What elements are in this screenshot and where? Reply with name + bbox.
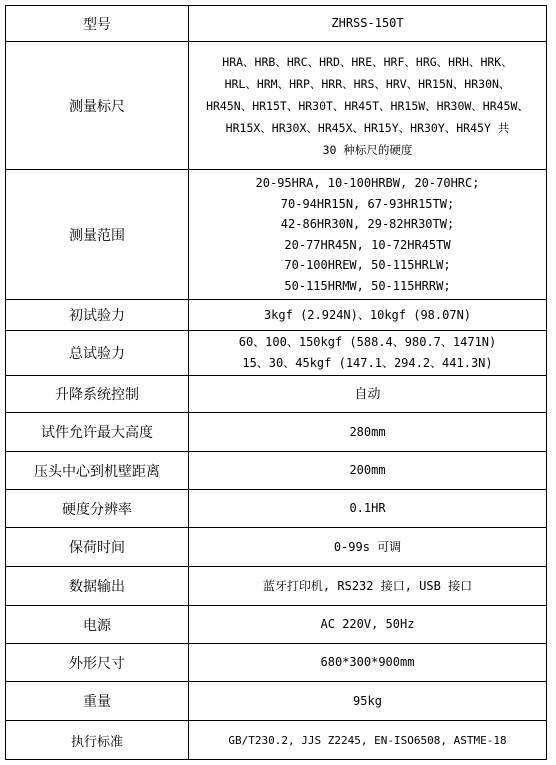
row-label: 执行标准 (6, 721, 189, 760)
row-value (189, 413, 547, 452)
value-line: 20-95HRA, 10-100HRBW, 20-70HRC; (255, 176, 480, 190)
table-row (6, 644, 547, 682)
table-row (6, 567, 547, 606)
table-row (6, 682, 547, 721)
row-label: 型号 (6, 6, 189, 42)
row-value (189, 528, 547, 567)
value-line: AC 220V, 50Hz (320, 617, 415, 631)
value-line: 自动 (354, 386, 381, 402)
row-label: 压头中心到机壁距离 (6, 452, 189, 490)
row-label: 保荷时间 (6, 528, 189, 567)
row-value (189, 606, 547, 644)
row-label: 试件允许最大高度 (6, 413, 189, 452)
row-value (189, 644, 547, 682)
value-line: 0-99s 可调 (333, 539, 402, 554)
value-line: 70-94HR15N, 67-93HR15TW; (280, 196, 455, 211)
value-line: 50-115HRMW, 50-115HRRW; (284, 278, 451, 293)
row-label: 总试验力 (6, 331, 189, 376)
value-line: 42-86HR30N, 29-82HR30TW; (280, 217, 455, 231)
value-line: 20-77HR45N, 10-72HR45TW (284, 237, 451, 252)
row-label: 数据输出 (6, 567, 189, 606)
table-row (6, 300, 547, 331)
table-row (6, 413, 547, 452)
row-label: 测量范围 (6, 170, 189, 300)
value-line: 3kgf (2.924N)、10kgf (98.07N) (263, 307, 472, 322)
value-line: 680*300*900mm (320, 655, 415, 669)
row-value (189, 300, 547, 331)
value-line: 280mm (349, 424, 386, 439)
row-label: 电源 (6, 606, 189, 644)
table-row (6, 376, 547, 413)
row-label: 升降系统控制 (6, 376, 189, 413)
table-row (6, 6, 547, 42)
value-line: HRA、HRB、HRC、HRD、HRE、HRF、HRG、HRH、HRK、 (222, 54, 513, 69)
table-row (6, 452, 547, 490)
row-label: 重量 (6, 682, 189, 721)
value-line: HRL、HRM、HRP、HRR、HRS、HRV、HR15N、HR30N、 (224, 76, 511, 91)
value-line: 0.1HR (349, 501, 386, 515)
value-line: 30 种标尺的硬度 (322, 142, 413, 157)
value-line: GB/T230.2, JJS Z2245, EN-ISO6508, ASTME-18 (228, 733, 507, 747)
row-value (189, 682, 547, 721)
table-row (6, 42, 547, 170)
row-label: 外形尺寸 (6, 644, 189, 682)
value-line: ZHRSS-150T (331, 16, 404, 30)
row-value (189, 6, 547, 42)
table-row (6, 170, 547, 300)
value-line: 60、100、150kgf (588.4、980.7、1471N) (238, 335, 497, 349)
table-row (6, 721, 547, 760)
spec-table (5, 5, 547, 760)
table-row (6, 490, 547, 528)
value-line: 蓝牙打印机, RS232 接口, USB 接口 (262, 578, 473, 593)
table-row (6, 528, 547, 567)
row-value (189, 721, 547, 760)
value-line: 70-100HREW, 50-115HRLW; (284, 258, 451, 272)
value-line: HR45N、HR15T、HR30T、HR45T、HR15W、HR30W、HR45W、 (206, 98, 529, 113)
value-line: 15、30、45kgf (147.1、294.2、441.3N) (242, 356, 493, 370)
row-value (189, 170, 547, 300)
row-value (189, 331, 547, 376)
row-label: 初试验力 (6, 300, 189, 331)
row-value (189, 376, 547, 413)
table-row (6, 331, 547, 376)
row-label: 硬度分辨率 (6, 490, 189, 528)
row-value (189, 567, 547, 606)
row-label: 测量标尺 (6, 42, 189, 170)
value-line: 200mm (349, 463, 386, 477)
row-value (189, 42, 547, 170)
value-line: 95kg (353, 693, 382, 708)
value-line: HR15X、HR30X、HR45X、HR15Y、HR30Y、HR45Y 共 (225, 120, 510, 135)
row-value (189, 452, 547, 490)
row-value (189, 490, 547, 528)
table-row (6, 606, 547, 644)
